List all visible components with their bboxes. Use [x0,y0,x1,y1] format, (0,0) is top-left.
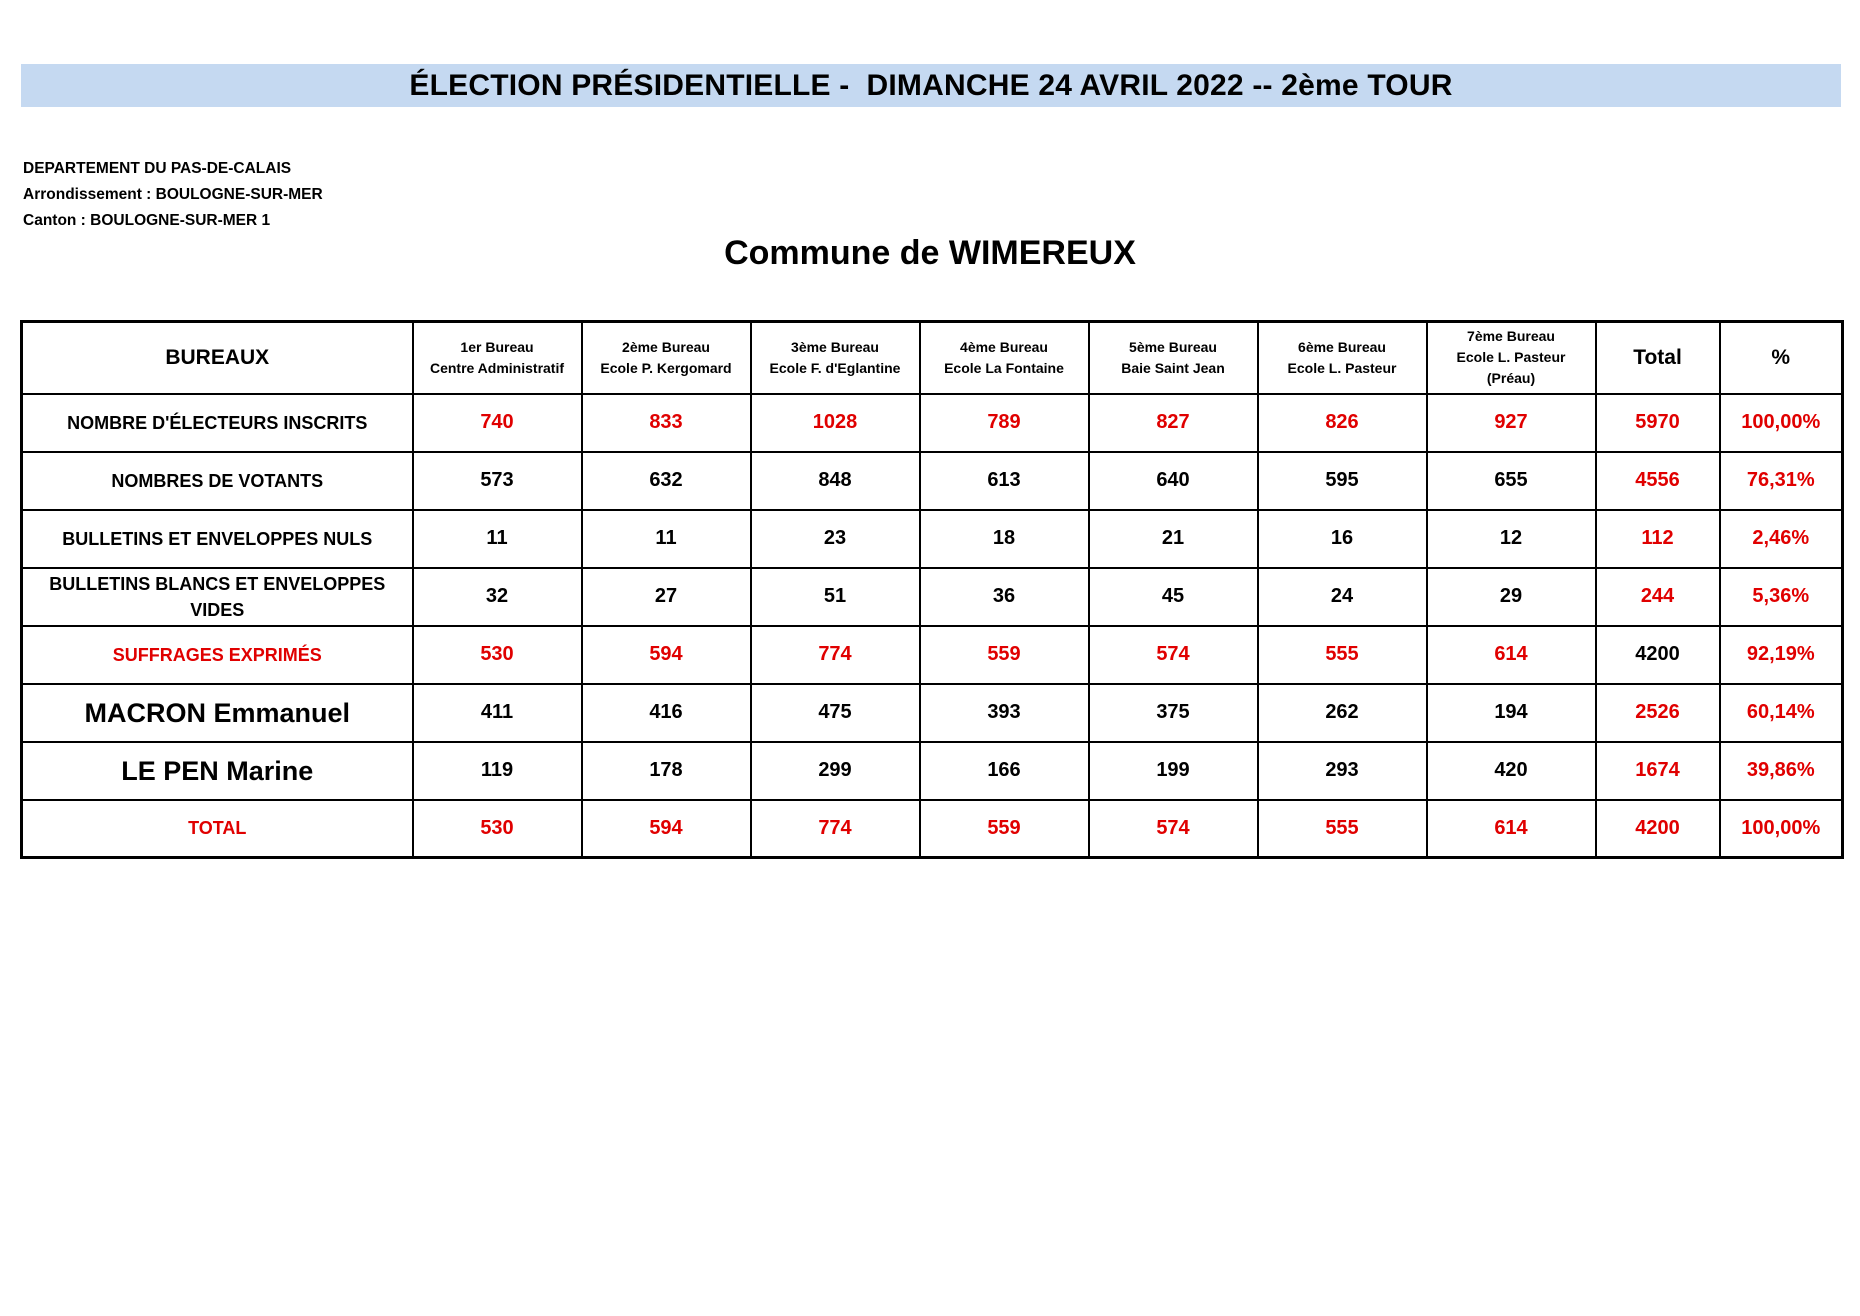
table-row-inscrits [22,394,1843,452]
cell-bureau-7: 194 [1427,684,1596,742]
cell-percent: 2,46% [1720,510,1843,568]
cell-percent: 100,00% [1720,800,1843,858]
cell-bureau-3: 299 [751,742,920,800]
canton-label: Canton : BOULOGNE-SUR-MER 1 [23,212,271,229]
cell-percent: 39,86% [1720,742,1843,800]
cell-percent: 76,31% [1720,452,1843,510]
admin-info [23,156,323,234]
cell-bureau-7: 12 [1427,510,1596,568]
cell-total: 4200 [1596,800,1720,858]
table-row-macron [22,684,1843,742]
cell-bureau-1: 740 [413,394,582,452]
header-bureau-5: 5ème Bureau Baie Saint Jean [1089,322,1258,394]
cell-bureau-4: 613 [920,452,1089,510]
table-header-row [22,322,1843,394]
header-percent: % [1720,322,1843,394]
cell-bureau-2: 11 [582,510,751,568]
header-bureau-4: 4ème Bureau Ecole La Fontaine [920,322,1089,394]
cell-bureau-7: 927 [1427,394,1596,452]
cell-bureau-4: 36 [920,568,1089,626]
row-label: MACRON Emmanuel [22,684,413,742]
row-label: SUFFRAGES EXPRIMÉS [22,626,413,684]
table-row-exprimes [22,626,1843,684]
cell-total: 2526 [1596,684,1720,742]
header-bureaux: BUREAUX [22,322,413,394]
cell-bureau-7: 614 [1427,626,1596,684]
cell-bureau-2: 833 [582,394,751,452]
cell-bureau-3: 475 [751,684,920,742]
cell-bureau-7: 655 [1427,452,1596,510]
cell-bureau-5: 640 [1089,452,1258,510]
cell-bureau-5: 827 [1089,394,1258,452]
departement-label: DEPARTEMENT DU PAS-DE-CALAIS [23,160,292,177]
cell-bureau-2: 594 [582,626,751,684]
row-label: NOMBRE D'ÉLECTEURS INSCRITS [22,394,413,452]
row-label: BULLETINS ET ENVELOPPES NULS [22,510,413,568]
row-label: LE PEN Marine [22,742,413,800]
cell-total: 112 [1596,510,1720,568]
commune-title: Commune de WIMEREUX [724,234,1136,272]
cell-bureau-7: 29 [1427,568,1596,626]
cell-bureau-3: 23 [751,510,920,568]
row-label: BULLETINS BLANCS ET ENVELOPPES VIDES [22,568,413,626]
cell-bureau-4: 393 [920,684,1089,742]
cell-bureau-2: 632 [582,452,751,510]
table-row-lepen [22,742,1843,800]
cell-bureau-6: 293 [1258,742,1427,800]
cell-bureau-6: 555 [1258,626,1427,684]
cell-percent: 60,14% [1720,684,1843,742]
cell-bureau-1: 573 [413,452,582,510]
cell-bureau-3: 774 [751,626,920,684]
cell-bureau-3: 774 [751,800,920,858]
arrondissement-label: Arrondissement : BOULOGNE-SUR-MER [23,186,323,203]
header-bureau-6: 6ème Bureau Ecole L. Pasteur [1258,322,1427,394]
cell-bureau-5: 574 [1089,800,1258,858]
cell-total: 5970 [1596,394,1720,452]
header-total: Total [1596,322,1720,394]
cell-bureau-2: 416 [582,684,751,742]
cell-total: 4200 [1596,626,1720,684]
cell-bureau-2: 594 [582,800,751,858]
cell-bureau-6: 24 [1258,568,1427,626]
cell-bureau-4: 18 [920,510,1089,568]
cell-bureau-1: 11 [413,510,582,568]
cell-bureau-5: 21 [1089,510,1258,568]
row-label: TOTAL [22,800,413,858]
cell-bureau-6: 595 [1258,452,1427,510]
table-row-nuls [22,510,1843,568]
header-bureau-1: 1er Bureau Centre Administratif [413,322,582,394]
page-title: ÉLECTION PRÉSIDENTIELLE - DIMANCHE 24 AVRIL 2022 -- 2ème TOUR [409,68,1453,102]
cell-bureau-3: 1028 [751,394,920,452]
cell-bureau-3: 848 [751,452,920,510]
cell-percent: 92,19% [1720,626,1843,684]
cell-total: 4556 [1596,452,1720,510]
header-bureau-3: 3ème Bureau Ecole F. d'Eglantine [751,322,920,394]
cell-total: 1674 [1596,742,1720,800]
table-row-blancs [22,568,1843,626]
cell-bureau-1: 530 [413,800,582,858]
cell-bureau-1: 411 [413,684,582,742]
header-bureau-7: 7ème Bureau Ecole L. Pasteur (Préau) [1427,322,1596,394]
cell-total: 244 [1596,568,1720,626]
table-row-total [22,800,1843,858]
cell-percent: 100,00% [1720,394,1843,452]
cell-bureau-6: 262 [1258,684,1427,742]
cell-bureau-4: 789 [920,394,1089,452]
cell-bureau-1: 119 [413,742,582,800]
cell-bureau-3: 51 [751,568,920,626]
cell-bureau-4: 166 [920,742,1089,800]
cell-bureau-6: 555 [1258,800,1427,858]
cell-bureau-6: 826 [1258,394,1427,452]
header-bureau-2: 2ème Bureau Ecole P. Kergomard [582,322,751,394]
cell-bureau-2: 27 [582,568,751,626]
cell-bureau-2: 178 [582,742,751,800]
cell-bureau-6: 16 [1258,510,1427,568]
cell-bureau-5: 574 [1089,626,1258,684]
cell-percent: 5,36% [1720,568,1843,626]
cell-bureau-5: 199 [1089,742,1258,800]
cell-bureau-4: 559 [920,626,1089,684]
cell-bureau-5: 375 [1089,684,1258,742]
cell-bureau-7: 420 [1427,742,1596,800]
table-row-votants [22,452,1843,510]
cell-bureau-1: 32 [413,568,582,626]
cell-bureau-4: 559 [920,800,1089,858]
cell-bureau-5: 45 [1089,568,1258,626]
cell-bureau-1: 530 [413,626,582,684]
cell-bureau-7: 614 [1427,800,1596,858]
page-title-banner [21,64,1841,107]
row-label: NOMBRES DE VOTANTS [22,452,413,510]
results-table [20,320,1844,859]
